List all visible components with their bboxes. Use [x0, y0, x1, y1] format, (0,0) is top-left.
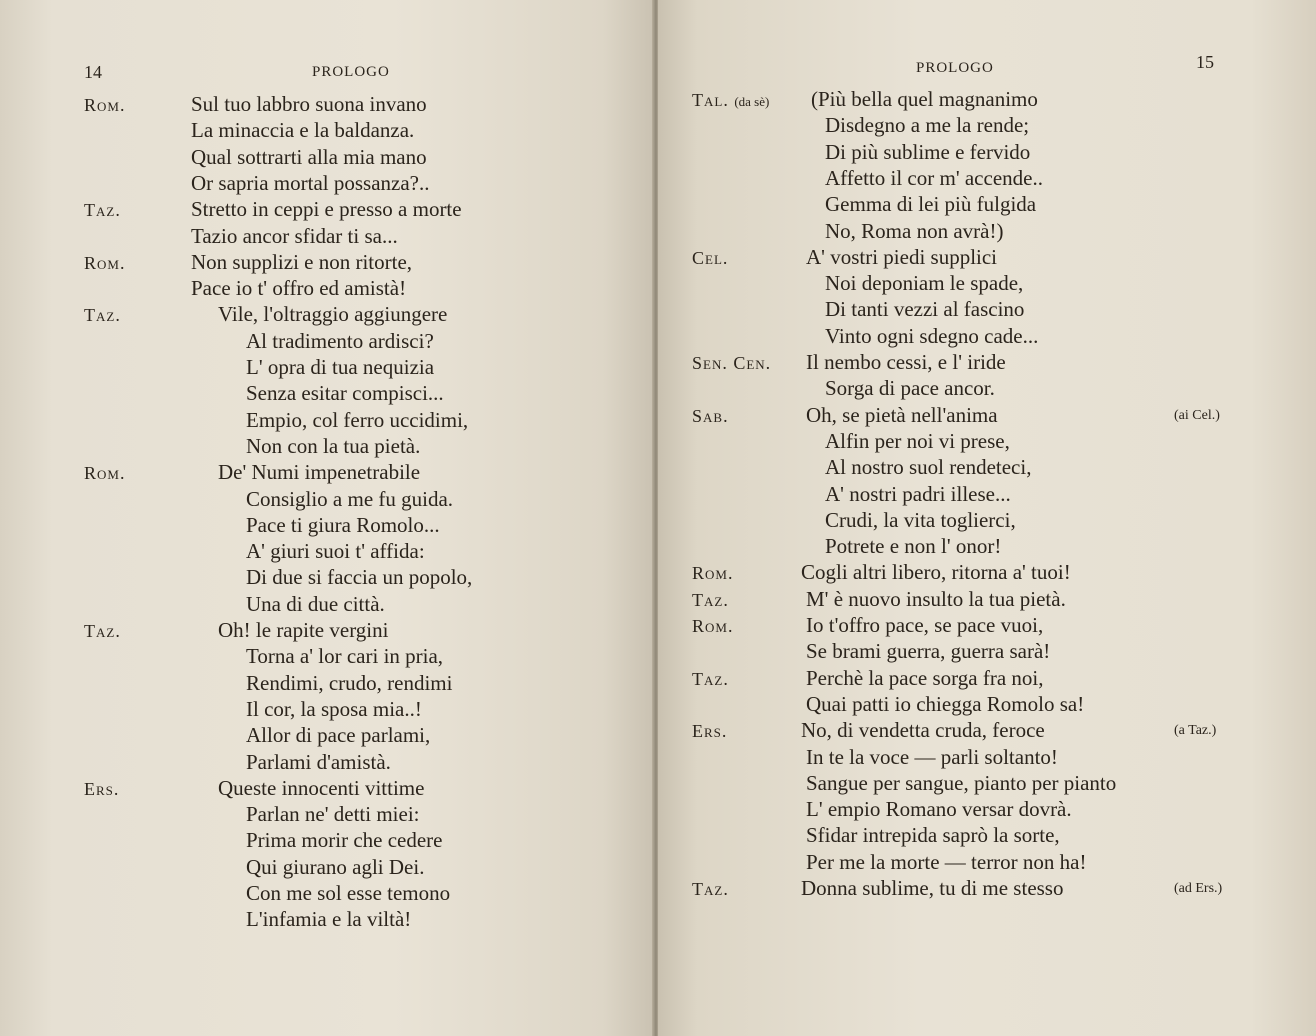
verse-line: [658, 403, 1316, 429]
verse-text: Pace ti giura Romolo...: [246, 512, 440, 537]
verse-text: De' Numi impenetrabile: [218, 460, 421, 485]
speaker-label: Sab.: [692, 405, 729, 426]
verse-line: [0, 907, 655, 933]
verse-line: [0, 697, 655, 723]
verse-line: [0, 381, 655, 407]
verse-line: [0, 171, 655, 197]
verse-text: Sul tuo labbro suona invano: [191, 92, 427, 116]
speaker-label: Rom.: [84, 95, 126, 115]
stage-direction: (a Taz.): [1174, 723, 1217, 739]
verse-line: [0, 250, 655, 276]
verse-line: [0, 145, 655, 171]
verse-line: [0, 565, 655, 591]
speaker-label: Ers.: [692, 721, 728, 742]
verse-line: [0, 92, 655, 118]
speaker-label: Taz.: [692, 879, 729, 899]
verse-text: Or sapria mortal possanza?..: [191, 170, 430, 195]
verse-text: Stretto in ceppi e presso a morte: [191, 197, 462, 222]
page-number: 14: [84, 62, 102, 82]
verse-line: [0, 408, 655, 434]
verse-text: Noi deponiam le spade,: [825, 271, 1024, 296]
verse-text: Con me sol esse temono: [246, 881, 451, 905]
stage-direction: (ai Cel.): [1174, 407, 1220, 423]
verse-text: Crudi, la vita toglierci,: [825, 507, 1016, 532]
verse-text: Cogli altri libero, ritorna a' tuoi!: [801, 560, 1071, 585]
verse-text: Prima morir che cedere: [246, 828, 443, 853]
verse-text: No, Roma non avrà!): [825, 218, 1004, 243]
speaker-label: Rom.: [692, 563, 734, 584]
speaker-label: Tal. (da sè): [692, 90, 770, 110]
verse-line: [658, 455, 1316, 481]
verse-line: [0, 855, 655, 881]
verse-line: [658, 560, 1316, 586]
verse-line: [0, 434, 655, 460]
speaker-label: Taz.: [692, 668, 729, 689]
verse-line: [0, 487, 655, 513]
speaker-label: Sen. Cen.: [692, 353, 772, 373]
verse-line: [0, 513, 655, 539]
verse-text: Non con la tua pietà.: [246, 433, 421, 458]
page-number: 15: [1196, 52, 1214, 72]
verse-text: Parlami d'amistà.: [246, 749, 391, 774]
verse-line: [658, 192, 1316, 218]
verse-line: [658, 113, 1316, 139]
verse-text: In te la voce — parli soltanto!: [806, 744, 1058, 769]
running-head: PROLOGO: [312, 64, 390, 80]
verse-text: L' empio Romano versar dovrà.: [806, 797, 1072, 822]
verse-text: Sfidar intrepida saprò la sorte,: [806, 823, 1060, 848]
verse-line: [658, 823, 1316, 849]
verse-line: [658, 876, 1316, 902]
verse-text: Per me la morte — terror non ha!: [806, 849, 1087, 874]
verse-line: [658, 376, 1316, 402]
verse-line: [658, 534, 1316, 560]
verse-line: [0, 802, 655, 828]
verse-text: A' vostri piedi supplici: [806, 244, 998, 269]
verse-line: [0, 644, 655, 670]
verse-line: [658, 587, 1316, 613]
verse-line: [0, 881, 655, 907]
verse-text: Se brami guerra, guerra sarà!: [806, 639, 1051, 664]
verse-line: [658, 692, 1316, 718]
verse-line: [0, 302, 655, 328]
verse-text: A' giuri suoi t' affida:: [246, 539, 425, 564]
verse-line: [0, 828, 655, 854]
verse-line: [0, 539, 655, 565]
verse-text: Io t'offro pace, se pace vuoi,: [806, 613, 1044, 637]
verse-text: M' è nuovo insulto la tua pietà.: [806, 586, 1066, 611]
right-page: [658, 0, 1316, 1036]
verse-text: Di due si faccia un popolo,: [246, 565, 473, 590]
verse-text: Il cor, la sposa mia..!: [246, 696, 422, 721]
verse-line: [0, 671, 655, 697]
verse-line: [658, 666, 1316, 692]
verse-line: [0, 224, 655, 250]
verse-line: [658, 482, 1316, 508]
verse-text: Sorga di pace ancor.: [825, 376, 995, 401]
speaker-label: Taz.: [84, 200, 121, 221]
verse-text: Empio, col ferro uccidimi,: [246, 407, 469, 432]
verse-text: Oh, se pietà nell'anima: [806, 402, 998, 427]
verse-text: Torna a' lor cari in pria,: [246, 644, 444, 669]
verse-line: [658, 324, 1316, 350]
verse-line: [0, 460, 655, 486]
speaker-label: Rom.: [692, 616, 734, 636]
verse-text: Una di due città.: [246, 591, 385, 616]
verse-text: Gemma di lei più fulgida: [825, 192, 1037, 217]
verse-text: La minaccia e la baldanza.: [191, 118, 415, 143]
verse-line: [658, 87, 1316, 113]
verse-text: No, di vendetta cruda, feroce: [801, 718, 1045, 743]
verse-line: [658, 297, 1316, 323]
verse-text: Qual sottrarti alla mia mano: [191, 144, 427, 169]
verse-text: Consiglio a me fu guida.: [246, 486, 454, 511]
verse-text: L' opra di tua nequizia: [246, 355, 435, 379]
verse-line: [658, 140, 1316, 166]
verse-text: Affetto il cor m' accende..: [825, 165, 1043, 190]
verse-line: [658, 639, 1316, 665]
verse-line: [0, 355, 655, 381]
verse-line: [0, 618, 655, 644]
verse-text: (Più bella quel magnanimo: [811, 87, 1038, 111]
speaker-label: Rom.: [84, 463, 126, 484]
speaker-label: Ers.: [84, 778, 120, 799]
verse-text: Perchè la pace sorga fra noi,: [806, 665, 1044, 690]
verse-text: A' nostri padri illese...: [825, 481, 1011, 506]
verse-text: Di più sublime e fervido: [825, 139, 1031, 164]
verse-text: Qui giurano agli Dei.: [246, 854, 425, 879]
verse-text: Alfin per noi vi prese,: [825, 428, 1010, 453]
speaker-label: Taz.: [84, 621, 121, 641]
running-head: PROLOGO: [916, 60, 994, 76]
verse-line: [0, 723, 655, 749]
verse-line: [658, 350, 1316, 376]
verse-line: [0, 118, 655, 144]
speaker-label: Taz.: [692, 589, 729, 610]
verse-text: Oh! le rapite vergini: [218, 618, 389, 642]
verse-line: [658, 771, 1316, 797]
verse-line: [658, 166, 1316, 192]
verse-text: Potrete e non l' onor!: [825, 534, 1002, 559]
verse-line: [0, 197, 655, 223]
verse-line: [0, 750, 655, 776]
verse-line: [658, 745, 1316, 771]
verse-line: [658, 245, 1316, 271]
verse-line: [658, 429, 1316, 455]
verse-text: Di tanti vezzi al fascino: [825, 297, 1025, 322]
verse-text: Quai patti io chiegga Romolo sa!: [806, 691, 1085, 716]
speaker-label: Taz.: [84, 305, 121, 326]
verse-text: Vinto ogni sdegno cade...: [825, 323, 1039, 348]
verse-line: [658, 850, 1316, 876]
verse-line: [658, 797, 1316, 823]
verse-line: [658, 219, 1316, 245]
verse-line: [658, 613, 1316, 639]
verse-text: Al tradimento ardisci?: [246, 328, 434, 353]
stage-direction: (ad Ers.): [1174, 881, 1223, 896]
verse-text: Queste innocenti vittime: [218, 775, 425, 800]
left-page: [0, 0, 655, 1036]
verse-line: [0, 329, 655, 355]
verse-line: [658, 271, 1316, 297]
verse-text: Il nembo cessi, e l' iride: [806, 350, 1006, 374]
verse-line: [0, 592, 655, 618]
verse-text: L'infamia e la viltà!: [246, 907, 412, 932]
verse-text: Non supplizi e non ritorte,: [191, 249, 413, 274]
verse-line: [658, 508, 1316, 534]
verse-text: Pace io t' offro ed amistà!: [191, 276, 407, 301]
verse-text: Al nostro suol rendeteci,: [825, 455, 1032, 480]
verse-text: Tazio ancor sfidar ti sa...: [191, 223, 398, 248]
verse-text: Donna sublime, tu di me stesso: [801, 876, 1064, 900]
verse-text: Allor di pace parlami,: [246, 723, 431, 748]
verse-text: Vile, l'oltraggio aggiungere: [218, 302, 448, 327]
verse-text: Sangue per sangue, pianto per pianto: [806, 770, 1117, 795]
verse-text: Disdegno a me la rende;: [825, 113, 1030, 138]
verse-text: Rendimi, crudo, rendimi: [246, 670, 453, 695]
verse-line: [0, 776, 655, 802]
verse-line: [658, 718, 1316, 744]
verse-text: Parlan ne' detti miei:: [246, 802, 420, 827]
verse-line: [0, 276, 655, 302]
stage-aside: (da sè): [734, 94, 770, 109]
speaker-label: Cel.: [692, 247, 729, 268]
speaker-label: Rom.: [84, 252, 126, 273]
verse-text: Senza esitar compisci...: [246, 381, 444, 406]
